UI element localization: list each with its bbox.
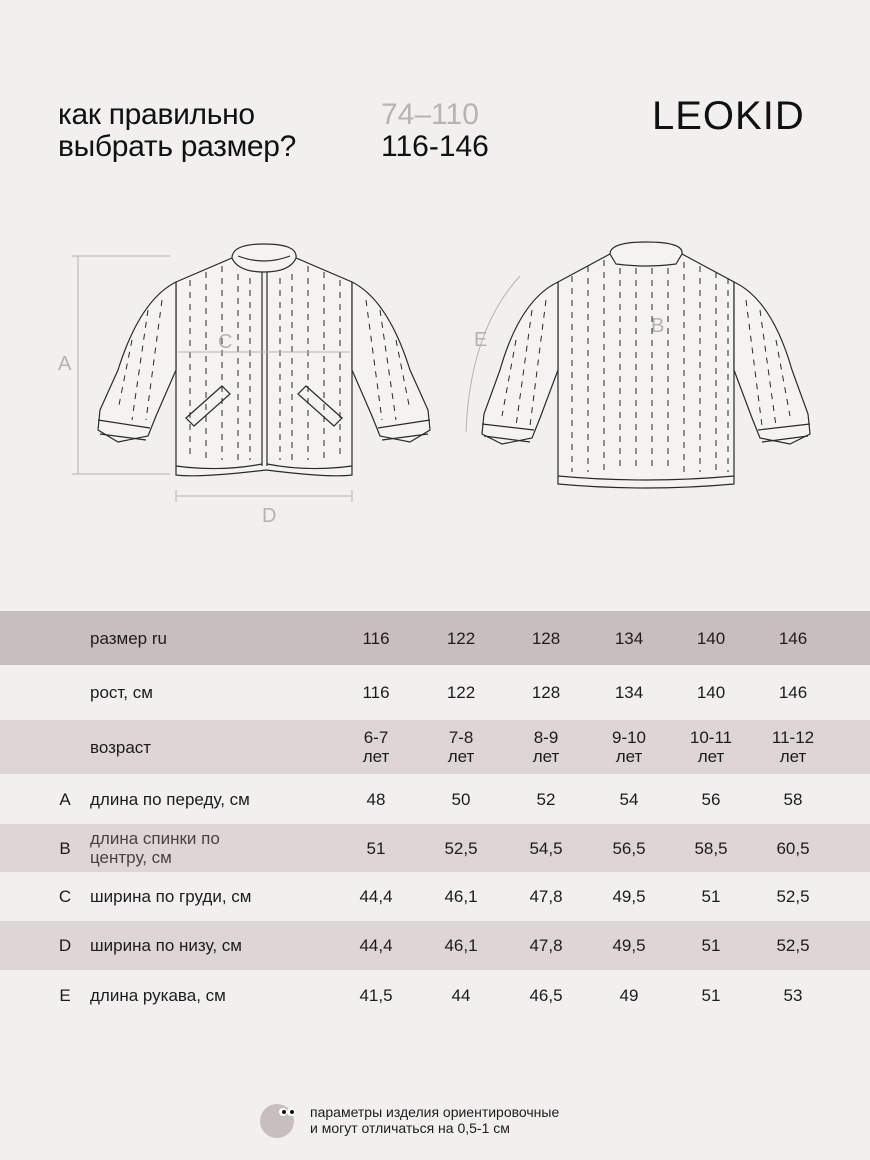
table-row <box>0 665 870 720</box>
row-letter: E <box>59 985 71 1005</box>
size-range-old: 74–110 <box>381 98 479 131</box>
table-cell: 58,5 <box>694 838 728 858</box>
table-row <box>0 921 870 970</box>
row-letter: A <box>59 789 71 809</box>
table-cell: 54,5 <box>529 838 563 858</box>
row-label: ширина по низу, см <box>90 936 242 955</box>
table-cell: 44 <box>451 985 471 1005</box>
label-b: B <box>651 315 665 337</box>
table-cell: 116 <box>362 628 390 648</box>
row-letter: B <box>59 838 71 858</box>
table-cell: 122 <box>446 628 476 648</box>
table-cell: 10-11 лет <box>689 728 733 766</box>
label-c: C <box>218 331 233 353</box>
footer-note-line-1: параметры изделия ориентировочные <box>310 1104 560 1120</box>
table-row <box>0 774 870 824</box>
row-label: возраст <box>90 737 152 757</box>
table-cell: 41,5 <box>359 985 393 1005</box>
table-cell: 51 <box>701 985 721 1005</box>
row-label: ширина по груди, см <box>90 887 252 906</box>
jacket-front-drawing <box>98 244 430 476</box>
jacket-diagram <box>0 220 870 540</box>
table-cell: 134 <box>614 628 644 648</box>
table-cell: 56,5 <box>612 838 646 858</box>
table-row <box>0 720 870 774</box>
table-cell: 146 <box>778 683 808 702</box>
title-line-2: выбрать размер? <box>58 130 297 163</box>
table-cell: 52 <box>536 789 556 809</box>
row-label: длина по переду, см <box>90 789 250 809</box>
table-cell: 116 <box>362 683 390 702</box>
row-letter: D <box>58 936 72 955</box>
page-title <box>58 99 296 163</box>
row-label: длина рукава, см <box>90 985 226 1005</box>
table-row <box>0 872 870 921</box>
table-cell: 122 <box>446 683 476 702</box>
title-line-1: как правильно <box>58 98 255 131</box>
table-cell: 46,1 <box>444 936 478 955</box>
table-cell: 48 <box>366 789 386 809</box>
table-cell: 128 <box>531 628 561 648</box>
table-cell: 52,5 <box>444 838 478 858</box>
table-cell: 53 <box>783 985 803 1005</box>
table-cell: 49 <box>619 985 639 1005</box>
mascot-icon <box>259 1100 299 1140</box>
row-label: размер ru <box>90 628 167 648</box>
row-label: длина спинки по центру, см <box>90 829 220 867</box>
table-row <box>0 970 870 1020</box>
table-cell: 50 <box>451 789 471 809</box>
table-cell: 8-9 лет <box>532 728 560 766</box>
table-cell: 11-12 лет <box>771 728 815 766</box>
table-cell: 46,1 <box>444 887 478 906</box>
table-cell: 9-10 лет <box>611 728 647 766</box>
label-a: A <box>58 353 72 375</box>
table-cell: 54 <box>619 789 639 809</box>
table-cell: 56 <box>701 789 721 809</box>
table-cell: 46,5 <box>529 985 563 1005</box>
table-cell: 140 <box>696 628 726 648</box>
row-letter <box>58 611 72 665</box>
table-cell: 49,5 <box>612 936 646 955</box>
brand-logo: LEOKID <box>652 94 805 138</box>
table-cell: 58 <box>783 789 803 809</box>
table-cell: 128 <box>531 683 561 702</box>
table-row <box>0 824 870 872</box>
table-cell: 6-7 лет <box>362 728 390 766</box>
row-label: рост, см <box>90 683 153 702</box>
table-cell: 146 <box>778 628 808 648</box>
table-cell: 44,4 <box>359 936 393 955</box>
table-cell: 52,5 <box>776 936 810 955</box>
footer-note <box>310 1104 559 1136</box>
table-row <box>0 611 870 665</box>
table-cell: 51 <box>366 838 386 858</box>
footer-note-line-2: и могут отличаться на 0,5-1 см <box>310 1120 510 1136</box>
table-cell: 134 <box>614 683 644 702</box>
table-cell: 7-8 лет <box>447 728 475 766</box>
table-cell: 47,8 <box>529 936 563 955</box>
table-cell: 51 <box>701 887 721 906</box>
row-letter: C <box>58 887 72 906</box>
label-e: E <box>474 329 488 351</box>
row-letter <box>58 665 72 720</box>
table-cell: 52,5 <box>776 887 810 906</box>
table-cell: 44,4 <box>359 887 393 906</box>
jacket-back-drawing <box>482 242 810 488</box>
table-cell: 60,5 <box>776 838 810 858</box>
table-cell: 49,5 <box>612 887 646 906</box>
label-d: D <box>262 505 277 527</box>
table-cell: 51 <box>701 936 721 955</box>
table-cell: 47,8 <box>529 887 563 906</box>
size-range-new: 116-146 <box>381 130 489 163</box>
table-cell: 140 <box>696 683 726 702</box>
row-letter <box>58 720 72 774</box>
